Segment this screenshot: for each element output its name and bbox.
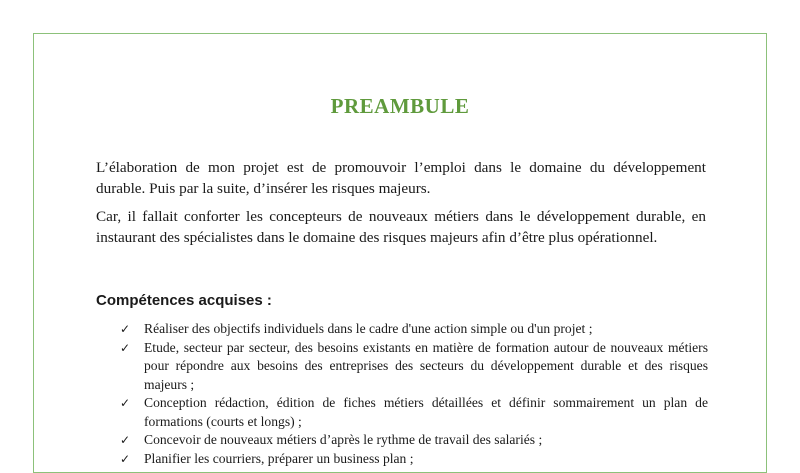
check-icon: ✓: [120, 340, 131, 355]
check-icon: ✓: [120, 396, 131, 410]
list-item-text: Réaliser des objectifs individuels dans le cadre d'une action simple ou d'un projet ;: [144, 321, 593, 336]
competences-list: [96, 320, 708, 468]
list-item: [96, 431, 708, 450]
list-item: [96, 394, 708, 431]
intro-paragraph: L’élaboration de mon projet est de promouvoir l’emploi dans le domaine du développement durable. Puis par la suite, d’insérer les risques majeurs.: [96, 159, 706, 197]
list-item-text: Conception rédaction, édition de fiches métiers détaillées et définir sommairement un plan de formations (courts et longs) ;: [144, 395, 708, 429]
context-paragraph: Car, il fallait conforter les concepteurs de nouveaux métiers dans le développement durable, en instaurant des spécialistes dans le domaine des risques majeurs afin d’être plus opérationnel.: [96, 208, 706, 246]
document-title: PREAMBULE: [330, 94, 470, 118]
list-item: [96, 450, 708, 469]
list-item: [96, 320, 708, 339]
check-icon: ✓: [120, 451, 131, 466]
list-item-text: Concevoir de nouveaux métiers d’après le rythme de travail des salariés ;: [144, 432, 543, 447]
check-icon: ✓: [120, 433, 131, 447]
check-icon: ✓: [120, 322, 131, 336]
competences-heading: Compétences acquises :: [96, 292, 272, 309]
list-item-text: Planifier les courriers, préparer un business plan ;: [144, 450, 414, 466]
list-item-text: Etude, secteur par secteur, des besoins existants en matière de formation autour de nouveaux métiers pour répondre aux besoins des entreprises des secteurs du développement durable et des risques majeurs ;: [144, 339, 708, 392]
list-item: [96, 339, 708, 395]
